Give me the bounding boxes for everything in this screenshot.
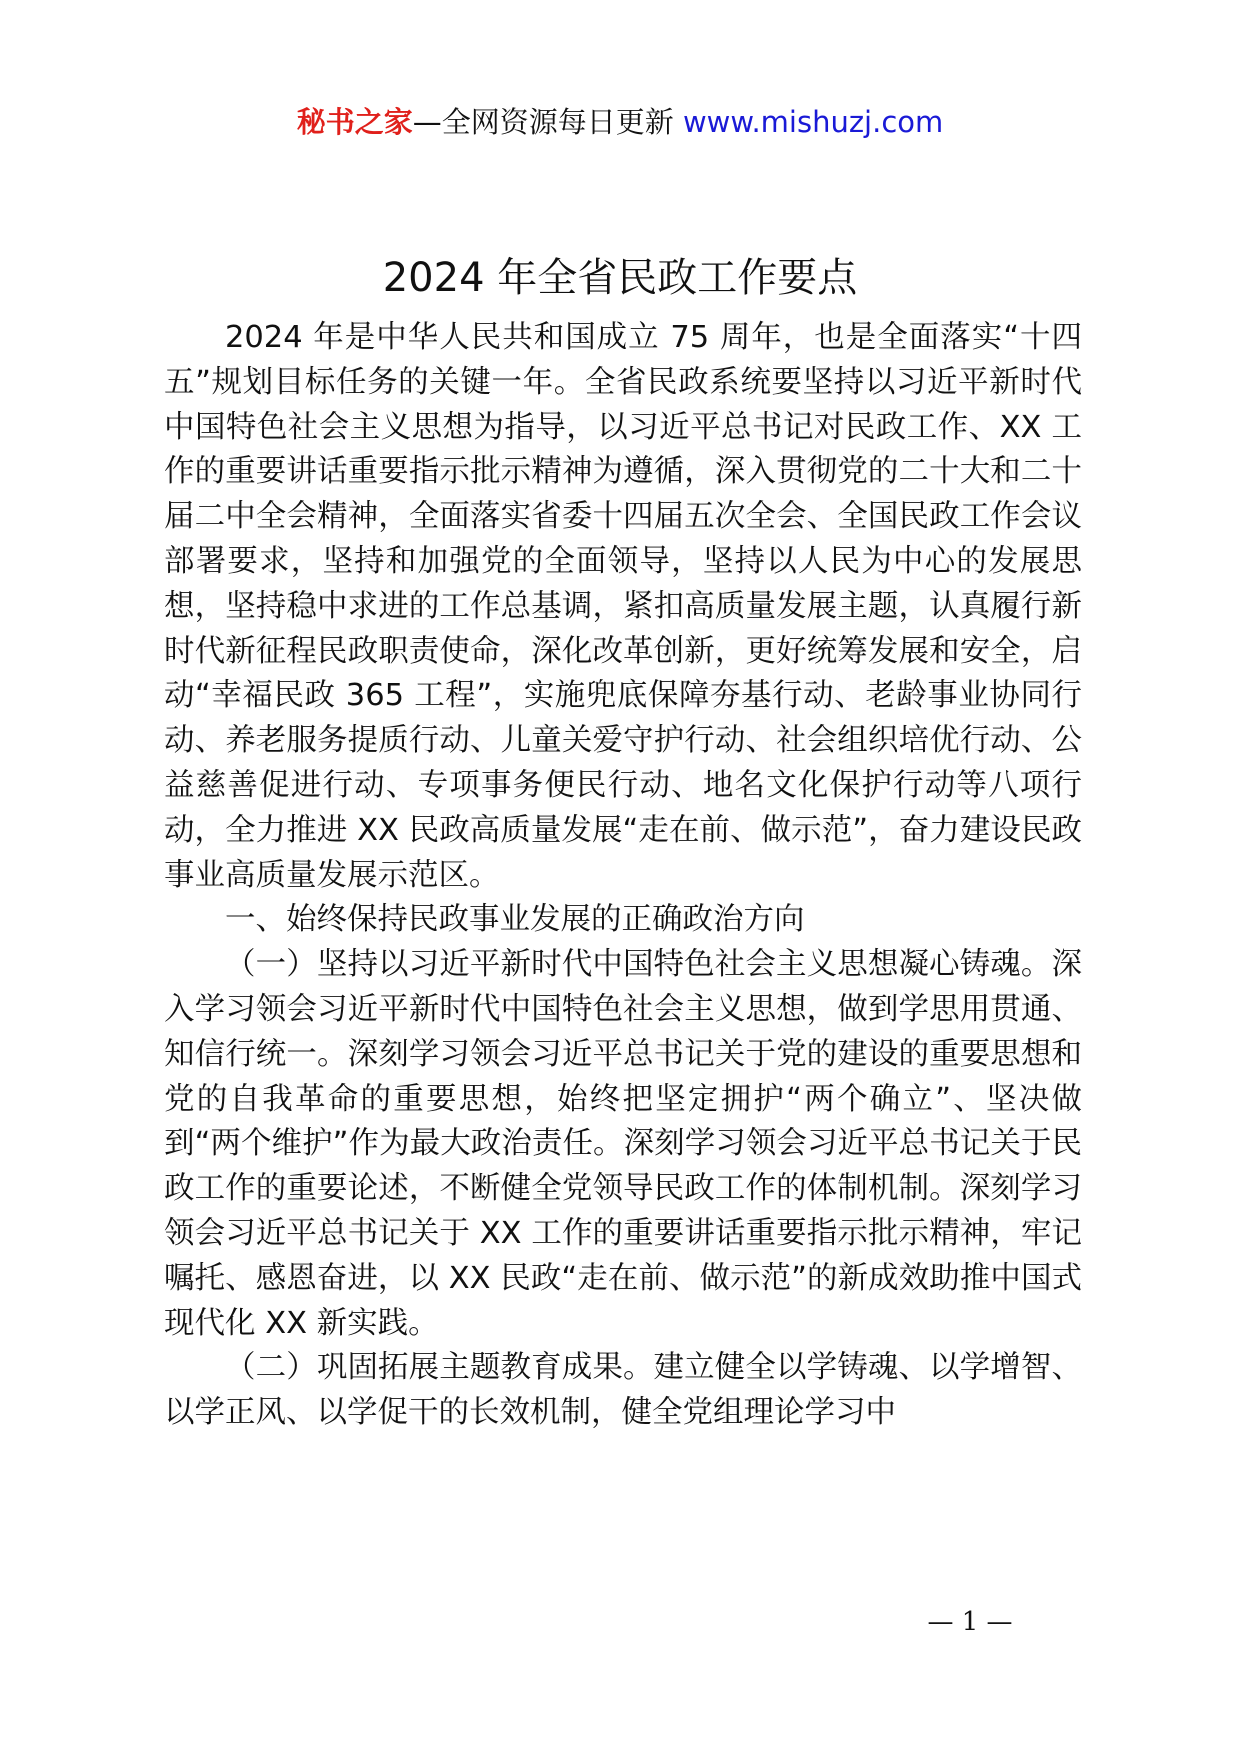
site-banner [0, 100, 1240, 144]
subsection-paragraph-2: （二）巩固拓展主题教育成果。建立健全以学铸魂、以学增智、以学正风、以学促干的长效机制，健全党组理论学习中 [164, 1350, 1082, 1431]
page-number: — 1 — [927, 1607, 1013, 1637]
banner-slogan: —全网资源每日更新 [412, 105, 683, 139]
document-title: 2024 年全省民政工作要点 [382, 255, 858, 301]
section-heading-1: 一、始终保持民政事业发展的正确政治方向 [225, 902, 805, 938]
intro-paragraph: 2024 年是中华人民共和国成立 75 周年，也是全面落实“十四五”规划目标任务的关键一年。全省民政系统要坚持以习近平新时代中国特色社会主义思想为指导，以习近平总书记对民政工作、XX 工作的重要讲话重要指示批示精神为遵循，深入贯彻党的二十大和二十届二中全会精神，全面落实省委十四届五次全会、全国民政工作会议部署要求，坚持和加强党的全面领导，坚持以人民为中心的发展思想，坚持稳中求进的工作总基调，紧扣高质量发展主题，认真履行新时代新征程民政职责使命，深化改革创新，更好统筹发展和安全，启动“幸福民政 365 工程”，实施兜底保障夯基行动、老龄事业协同行动、养老服务提质行动、儿童关爱守护行动、社会组织培优行动、公益慈善促进行动、专项事务便民行动、地名文化保护行动等八项行动，全力推进 XX 民政高质量发展“走在前、做示范”，奋力建设民政事业高质量发展示范区。 [164, 320, 1082, 893]
brand-name: 秘书之家 [296, 105, 413, 139]
banner-url[interactable]: www.mishuzj.com [682, 105, 944, 139]
document-body [164, 316, 1082, 1436]
subsection-paragraph-1: （一）坚持以习近平新时代中国特色社会主义思想凝心铸魂。深入学习领会习近平新时代中国特色社会主义思想，做到学思用贯通、知信行统一。深刻学习领会习近平总书记关于党的建设的重要思想和党的自我革命的重要思想，始终把坚定拥护“两个确立”、坚决做到“两个维护”作为最大政治责任。深刻学习领会习近平总书记关于民政工作的重要论述，不断健全党领导民政工作的体制机制。深刻学习领会习近平总书记关于 XX 工作的重要讲话重要指示批示精神，牢记嘱托、感恩奋进，以 XX 民政“走在前、做示范”的新成效助推中国式现代化 XX 新实践。 [164, 947, 1082, 1341]
